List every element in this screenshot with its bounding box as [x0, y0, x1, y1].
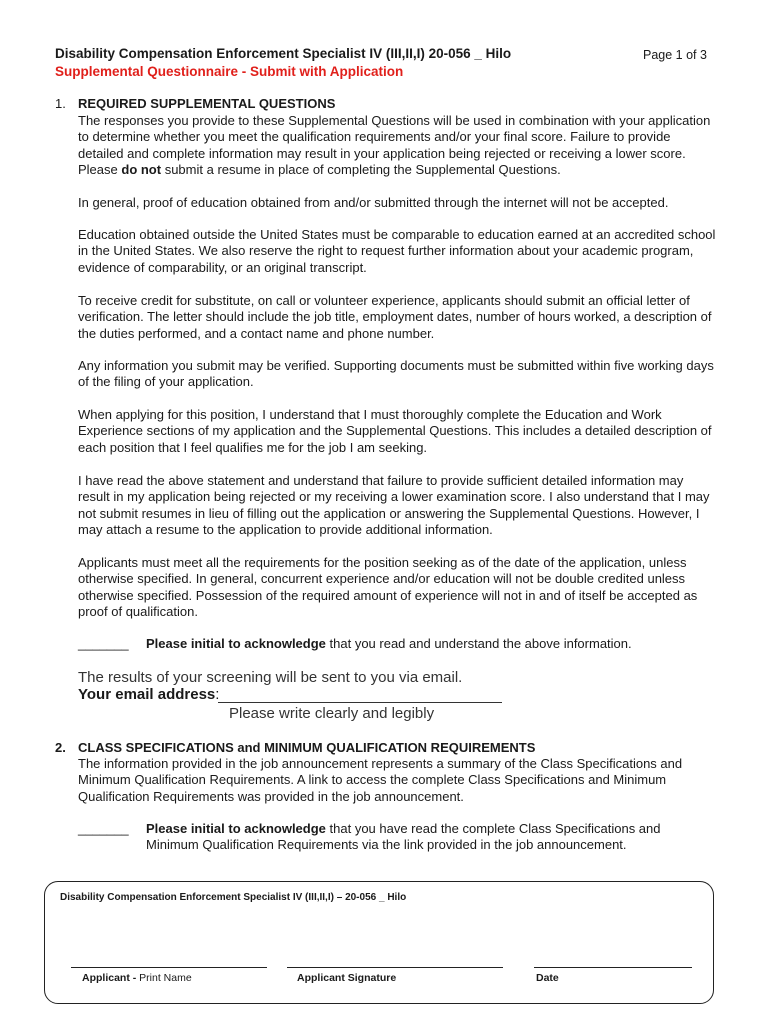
section-2-acknowledgement: _______ Please initial to acknowledge that you have read the complete Class Specifications and Minimum Qualification Requirements via the link provided in the job announcement.: [78, 821, 661, 853]
section-1-number: 1.: [55, 96, 66, 111]
initials-field-1[interactable]: _______: [78, 636, 129, 651]
section-1-paragraph-7: I have read the above statement and understand that failure to provide sufficient detailed information may result in my application being rejected or my receiving a lower examination score. I also understand that I may not submit resumes in lieu of filling out the application or answering the Supplemental Questions. However, I may attach a resume to the application to provide additional information.: [78, 473, 710, 537]
section-1-paragraph-5: Any information you submit may be verified. Supporting documents must be submitted within five working days of the filing of your application.: [78, 358, 714, 390]
document-title: Disability Compensation Enforcement Specialist IV (III,II,I) 20-056 _ Hilo: [55, 46, 512, 61]
page-number: Page 1 of 3: [643, 48, 707, 62]
section-1-paragraph-1: The responses you provide to these Supplemental Questions will be used in combination with your application to determine whether you meet the qualification requirements and/or your final score. Failure to provide detailed and complete information may result in your application being rejected or receiving a lower score. Please do not submit a resume in place of completing the Supplemental Questions.: [78, 113, 711, 177]
signature-field[interactable]: [287, 967, 503, 968]
section-2-paragraph-1: The information provided in the job announcement represents a summary of the Class Specifications and Minimum Qualification Requirements. A link to access the complete Class Specifications and Minimum Qualification Requirements was provided in the job announcement.: [78, 756, 683, 804]
email-notice: The results of your screening will be sent to you via email.: [78, 669, 463, 686]
signature-label: Applicant Signature: [297, 972, 397, 984]
section-1-acknowledgement: _______ Please initial to acknowledge that you read and understand the above information.: [78, 636, 632, 651]
section-2-heading: CLASS SPECIFICATIONS and MINIMUM QUALIFICATION REQUIREMENTS: [78, 740, 536, 755]
date-label: Date: [536, 972, 559, 984]
section-1-paragraph-8: Applicants must meet all the requirements for the position seeking as of the date of the application, unless otherwise specified. In general, concurrent experience and/or education will not be double credited unless otherwise specified. Possession of the required amount of experience will not in and of itself be accepted as proof of qualification.: [78, 555, 698, 619]
email-label: Your email address:: [78, 686, 220, 703]
section-1-paragraph-2: In general, proof of education obtained from and/or submitted through the internet will not be accepted.: [78, 195, 669, 210]
section-1-paragraph-6: When applying for this position, I understand that I must thoroughly complete the Education and Work Experience sections of my application and the Supplemental Questions. This includes a detailed description of each position that I feel qualifies me for the job I am seeking.: [78, 407, 712, 455]
print-name-label: Applicant - Print Name: [82, 972, 192, 984]
initials-field-2[interactable]: _______: [78, 821, 129, 836]
document-subtitle: Supplemental Questionnaire - Submit with Application: [55, 64, 404, 79]
date-field[interactable]: [534, 967, 692, 968]
section-1-paragraph-3: Education obtained outside the United States must be comparable to education earned at an accredited school in the United States. We also reserve the right to request further information about your academic program, evidence of comparability, or an original transcript.: [78, 227, 716, 275]
section-1-paragraph-4: To receive credit for substitute, on call or volunteer experience, applicants should submit an official letter of verification. The letter should include the job title, employment dates, number of hours worked, a description of the duties performed, and a contact name and phone number.: [78, 293, 712, 341]
signature-box-title: Disability Compensation Enforcement Specialist IV (III,II,I) – 20-056 _ Hilo: [60, 892, 407, 903]
print-name-field[interactable]: [71, 967, 267, 968]
section-1-heading: REQUIRED SUPPLEMENTAL QUESTIONS: [78, 96, 336, 111]
section-2-number: 2.: [55, 740, 66, 755]
email-address-field[interactable]: [218, 702, 502, 703]
email-hint: Please write clearly and legibly: [229, 705, 435, 722]
